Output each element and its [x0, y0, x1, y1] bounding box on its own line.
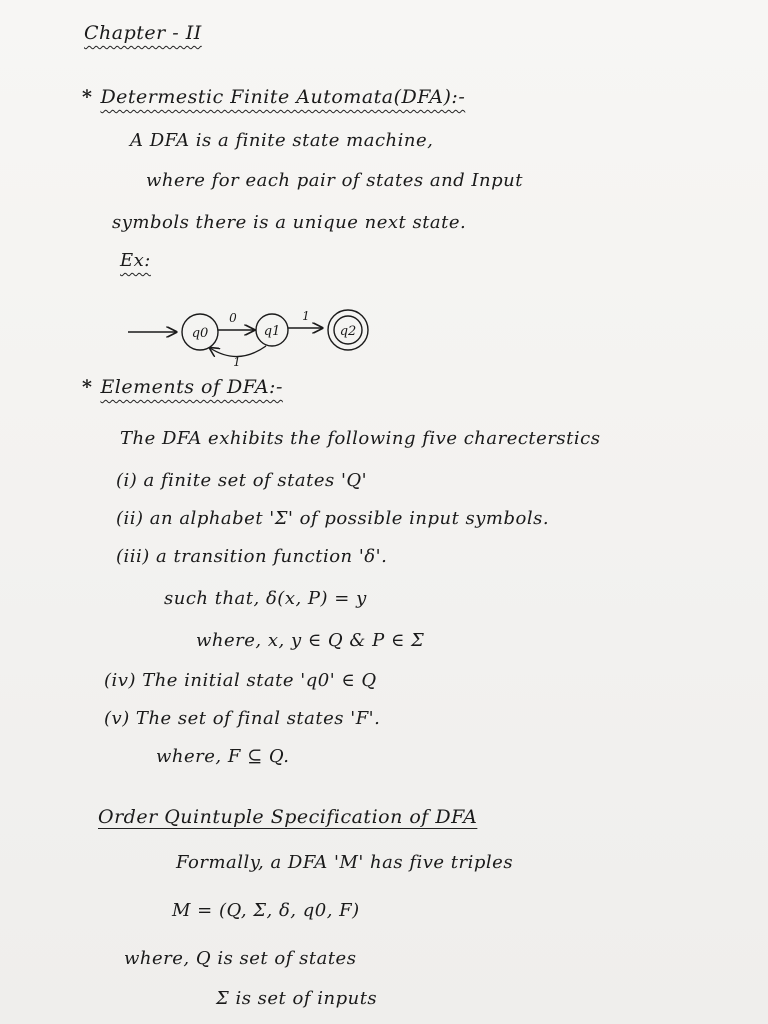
quintuple-tuple: M = (Q, Σ, δ, q0, F)	[172, 900, 360, 921]
chapter-title: Chapter - II	[84, 22, 202, 44]
element-item-5: (v) The set of final states 'F'.	[104, 708, 381, 729]
elements-intro: The DFA exhibits the following five charecterstics	[120, 428, 601, 449]
dfa-diagram	[126, 300, 396, 370]
dfa-heading-text: Determestic Finite Automata(DFA):-	[100, 86, 466, 108]
elements-heading-text: Elements of DFA:-	[100, 376, 283, 398]
bullet-star: *	[82, 86, 93, 108]
dfa-heading	[82, 86, 465, 108]
element-item-4: (iv) The initial state 'q0' ∈ Q	[104, 670, 377, 691]
edge-q1-q2-label: 1	[302, 309, 310, 323]
element-item-3-where: where, x, y ∈ Q & P ∈ Σ	[196, 630, 425, 651]
state-q0-label: q0	[191, 326, 209, 341]
dfa-definition-line-3: symbols there is a unique next state.	[112, 212, 467, 233]
bullet-star: *	[82, 376, 93, 398]
edge-q0-q1-label: 0	[229, 311, 237, 325]
quintuple-where-q: where, Q is set of states	[124, 948, 357, 969]
quintuple-heading: Order Quintuple Specification of DFA	[98, 806, 478, 828]
dfa-definition-line-1: A DFA is a finite state machine,	[130, 130, 434, 151]
element-item-1: (i) a finite set of states 'Q'	[116, 470, 368, 491]
state-q2-label: q2	[339, 324, 357, 339]
edge-q1-q0-label: 1	[233, 355, 241, 369]
quintuple-sigma: Σ is set of inputs	[216, 988, 378, 1009]
element-item-5-where: where, F ⊆ Q.	[156, 746, 290, 767]
state-q1-label: q1	[263, 324, 281, 339]
element-item-3: (iii) a transition function 'δ'.	[116, 546, 388, 567]
elements-heading	[82, 376, 283, 398]
quintuple-line-1: Formally, a DFA 'M' has five triples	[176, 852, 514, 873]
element-item-2: (ii) an alphabet 'Σ' of possible input symbols.	[116, 508, 550, 529]
dfa-definition-line-2: where for each pair of states and Input	[146, 170, 523, 191]
example-label: Ex:	[120, 250, 151, 271]
element-item-3-such-that: such that, δ(x, P) = y	[164, 588, 367, 609]
